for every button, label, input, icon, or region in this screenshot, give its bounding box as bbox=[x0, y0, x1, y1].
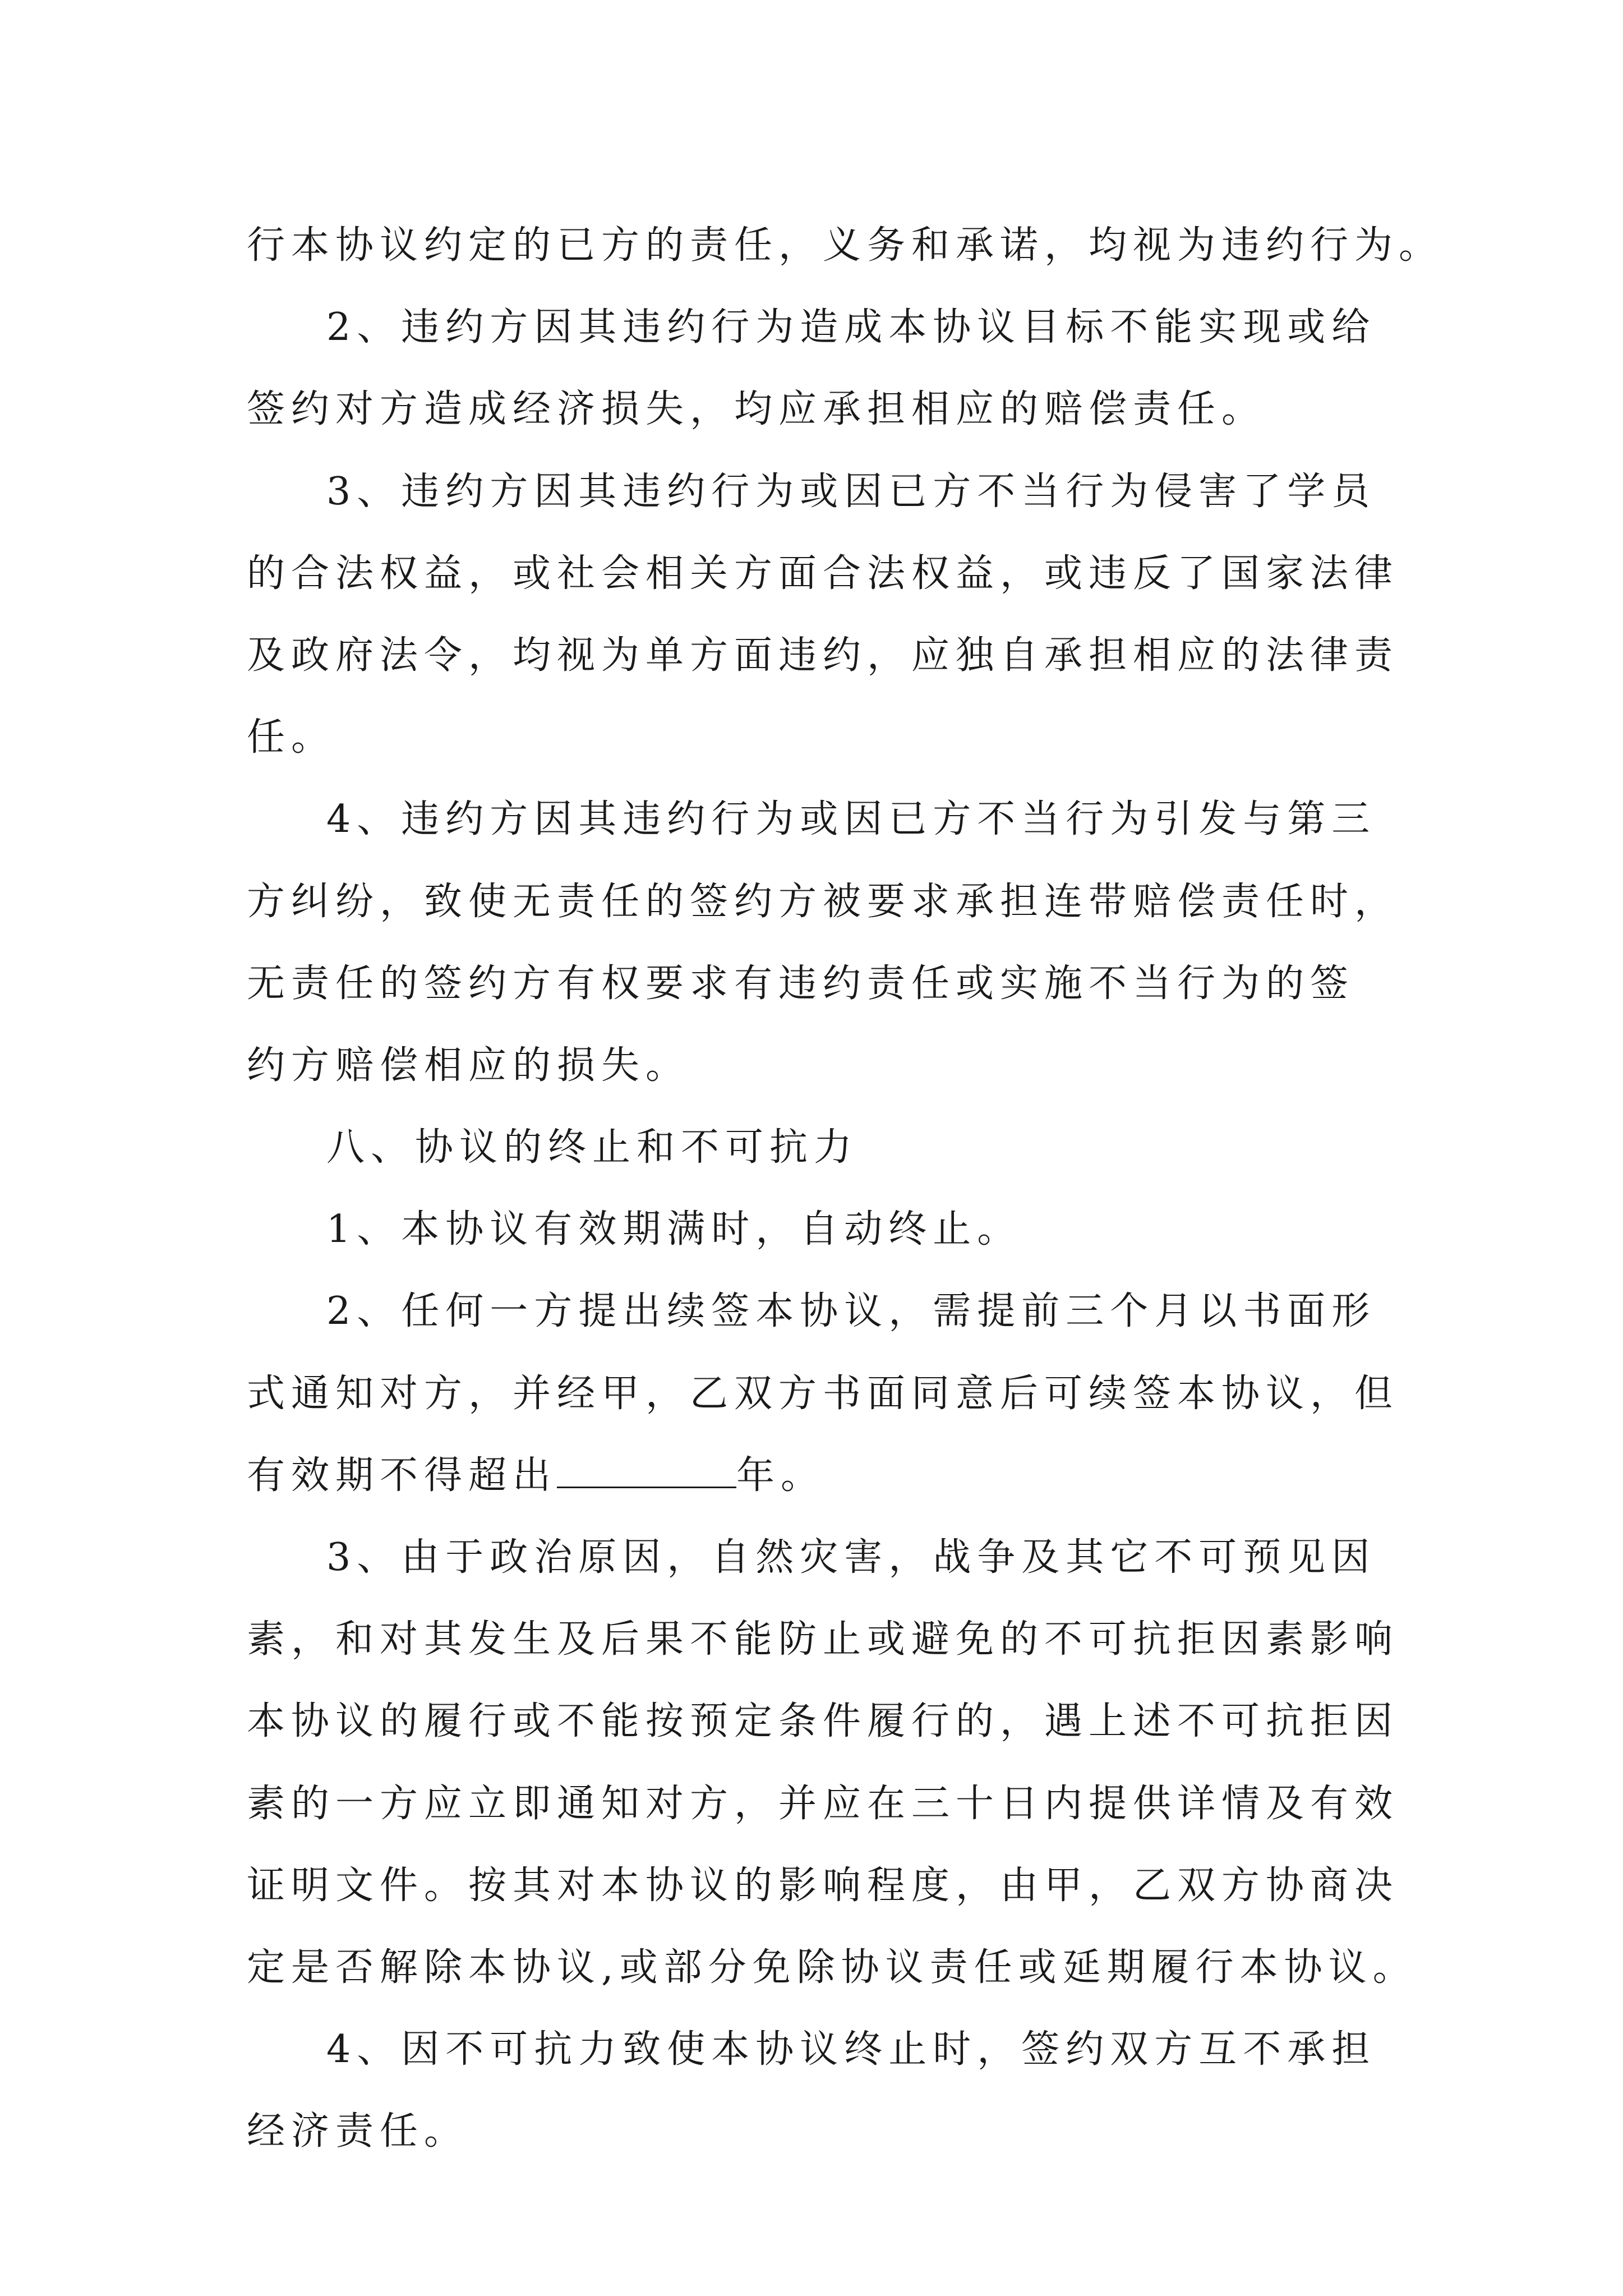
text-line: 及政府法令，均视为单方面违约，应独自承担相应的法律责 bbox=[247, 633, 1399, 678]
text-line: 签约对方造成经济损失，均应承担相应的赔偿责任。 bbox=[247, 387, 1266, 432]
text-line: 2、违约方因其违约行为造成本协议目标不能实现或给 bbox=[326, 305, 1376, 350]
text-line: 1、本协议有效期满时，自动终止。 bbox=[326, 1207, 1022, 1252]
text-line: 任。 bbox=[247, 715, 336, 760]
text-line: 方纠纷，致使无责任的签约方被要求承担连带赔偿责任时， bbox=[247, 879, 1399, 924]
text-line: 2、任何一方提出续签本协议，需提前三个月以书面形 bbox=[326, 1289, 1376, 1334]
document-body bbox=[247, 205, 1444, 2173]
text-line: 式通知对方，并经甲，乙双方书面同意后可续签本协议，但 bbox=[247, 1371, 1399, 1416]
text-line: 无责任的签约方有权要求有违约责任或实施不当行为的签 bbox=[247, 961, 1355, 1006]
text-line: 证明文件。按其对本协议的影响程度，由甲，乙双方协商决 bbox=[247, 1863, 1399, 1908]
text-segment: 有效期不得超出 bbox=[247, 1453, 557, 1498]
text-segment: 年。 bbox=[736, 1453, 826, 1498]
text-line: 素的一方应立即通知对方，并应在三十日内提供详情及有效 bbox=[247, 1781, 1399, 1826]
text-line: 行本协议约定的已方的责任，义务和承诺，均视为违约行为。 bbox=[247, 223, 1444, 268]
text-line: 约方赔偿相应的损失。 bbox=[247, 1043, 690, 1088]
text-line: 定是否解除本协议,或部分免除协议责任或延期履行本协议。 bbox=[247, 1945, 1417, 1990]
text-line: 3、由于政治原因，自然灾害，战争及其它不可预见因 bbox=[326, 1535, 1376, 1580]
text-line: 素，和对其发生及后果不能防止或避免的不可抗拒因素影响 bbox=[247, 1617, 1399, 1662]
text-line: 经济责任。 bbox=[247, 2109, 469, 2154]
fill-in-blank bbox=[557, 1451, 736, 1488]
text-line: 3、违约方因其违约行为或因已方不当行为侵害了学员 bbox=[326, 469, 1376, 514]
text-line: 4、违约方因其违约行为或因已方不当行为引发与第三 bbox=[326, 797, 1376, 842]
section-heading: 八、协议的终止和不可抗力 bbox=[326, 1125, 859, 1170]
text-line: 本协议的履行或不能按预定条件履行的，遇上述不可抗拒因 bbox=[247, 1699, 1399, 1744]
text-line: 的合法权益，或社会相关方面合法权益，或违反了国家法律 bbox=[247, 551, 1399, 596]
text-line: 4、因不可抗力致使本协议终止时，签约双方互不承担 bbox=[326, 2027, 1376, 2072]
text-line-with-blank bbox=[247, 1435, 1391, 1517]
